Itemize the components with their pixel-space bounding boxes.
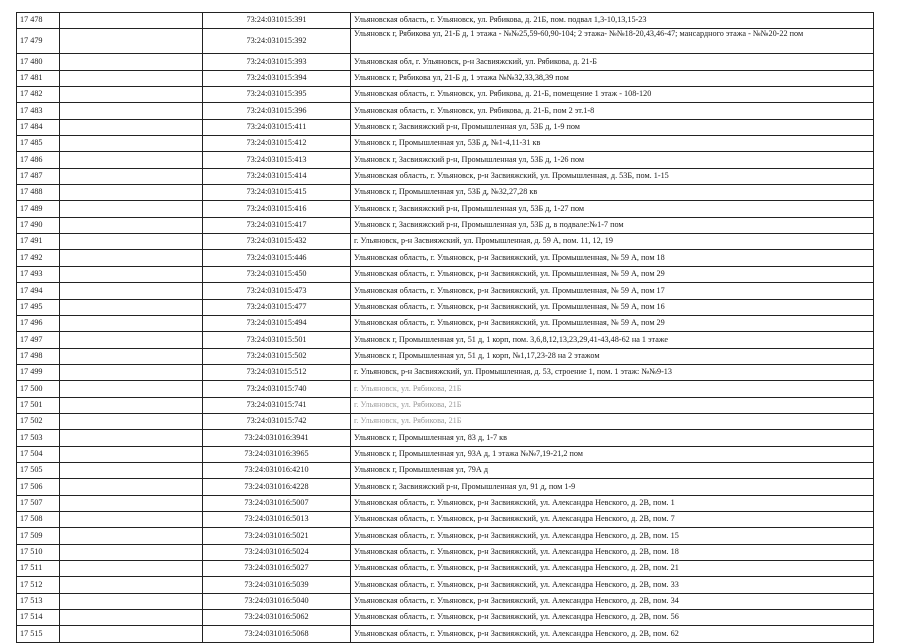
table-row xyxy=(17,29,874,54)
table-row xyxy=(17,332,874,348)
cadastral-number-cell: 73:24:031016:3965 xyxy=(203,446,351,462)
empty-cell xyxy=(60,234,203,250)
cadastral-number-cell: 73:24:031015:502 xyxy=(203,348,351,364)
row-number-cell: 17 493 xyxy=(17,266,60,282)
address-cell: Ульяновская область, г. Ульяновск, р-н Засвияжский, ул. Александра Невского, д. 2В, пом. 15 xyxy=(351,528,874,544)
address-cell: Ульяновская область, г. Ульяновск, р-н Засвияжский, ул. Промышленная, № 59 А, пом 29 xyxy=(351,266,874,282)
table-row xyxy=(17,446,874,462)
table-row xyxy=(17,577,874,593)
table-row xyxy=(17,13,874,29)
table-row xyxy=(17,348,874,364)
cadastral-number-cell: 73:24:031015:417 xyxy=(203,217,351,233)
table-row xyxy=(17,119,874,135)
table-row xyxy=(17,185,874,201)
table-row xyxy=(17,364,874,380)
row-number-cell: 17 481 xyxy=(17,70,60,86)
cadastral-number-cell: 73:24:031015:446 xyxy=(203,250,351,266)
empty-cell xyxy=(60,561,203,577)
table-row xyxy=(17,299,874,315)
cadastral-number-cell: 73:24:031015:396 xyxy=(203,103,351,119)
row-number-cell: 17 480 xyxy=(17,54,60,70)
address-cell: Ульяновская область, г. Ульяновск, р-н Засвияжский, ул. Промышленная, № 59 А, пом 29 xyxy=(351,315,874,331)
table-row xyxy=(17,381,874,397)
empty-cell xyxy=(60,201,203,217)
cadastral-number-cell: 73:24:031016:5062 xyxy=(203,610,351,626)
empty-cell xyxy=(60,136,203,152)
cadastral-number-cell: 73:24:031015:391 xyxy=(203,13,351,29)
address-cell: Ульяновск г, Промышленная ул, 93А д, 1 этажа №№7,19-21,2 пом xyxy=(351,446,874,462)
table-row xyxy=(17,528,874,544)
row-number-cell: 17 506 xyxy=(17,479,60,495)
table-row xyxy=(17,217,874,233)
empty-cell xyxy=(60,13,203,29)
cadastral-number-cell: 73:24:031015:740 xyxy=(203,381,351,397)
table-row xyxy=(17,430,874,446)
address-cell: г. Ульяновск, ул. Рябикова, 21Б xyxy=(351,397,874,413)
table-row xyxy=(17,250,874,266)
cadastral-number-cell: 73:24:031015:501 xyxy=(203,332,351,348)
cadastral-number-cell: 73:24:031015:512 xyxy=(203,364,351,380)
row-number-cell: 17 502 xyxy=(17,413,60,429)
row-number-cell: 17 501 xyxy=(17,397,60,413)
address-cell: Ульяновск г, Промышленная ул, 83 д, 1-7 кв xyxy=(351,430,874,446)
address-cell: Ульяновск г, Засвияжский р-н, Промышленная ул, 53Б д, 1-9 пом xyxy=(351,119,874,135)
cadastral-number-cell: 73:24:031015:432 xyxy=(203,234,351,250)
address-cell: Ульяновская область, г. Ульяновск, ул. Рябикова, д. 21-Б, пом 2 эт.1-8 xyxy=(351,103,874,119)
table-row xyxy=(17,168,874,184)
registry-table-body xyxy=(17,13,874,643)
empty-cell xyxy=(60,446,203,462)
empty-cell xyxy=(60,610,203,626)
address-cell: Ульяновск г, Промышленная ул, 53Б д, №32,27,28 кв xyxy=(351,185,874,201)
cadastral-number-cell: 73:24:031015:473 xyxy=(203,283,351,299)
row-number-cell: 17 482 xyxy=(17,87,60,103)
row-number-cell: 17 483 xyxy=(17,103,60,119)
table-row xyxy=(17,54,874,70)
empty-cell xyxy=(60,299,203,315)
empty-cell xyxy=(60,54,203,70)
table-row xyxy=(17,152,874,168)
cadastral-number-cell: 73:24:031015:742 xyxy=(203,413,351,429)
cadastral-number-cell: 73:24:031015:477 xyxy=(203,299,351,315)
row-number-cell: 17 497 xyxy=(17,332,60,348)
cadastral-number-cell: 73:24:031015:412 xyxy=(203,136,351,152)
address-cell: Ульяновск г, Рябикова ул, 21-Б д, 1 этажа - №№25,59-60,90-104; 2 этажа- №№18-20,43,46-47; мансардного этажа - №№20-22 пом xyxy=(351,29,874,54)
table-row xyxy=(17,70,874,86)
empty-cell xyxy=(60,119,203,135)
row-number-cell: 17 511 xyxy=(17,561,60,577)
address-cell: Ульяновск г, Засвияжский р-н, Промышленная ул, 53Б д, 1-27 пом xyxy=(351,201,874,217)
row-number-cell: 17 491 xyxy=(17,234,60,250)
row-number-cell: 17 513 xyxy=(17,593,60,609)
table-row xyxy=(17,462,874,478)
cadastral-number-cell: 73:24:031016:3941 xyxy=(203,430,351,446)
row-number-cell: 17 492 xyxy=(17,250,60,266)
row-number-cell: 17 505 xyxy=(17,462,60,478)
address-cell: Ульяновск г, Рябикова ул, 21-Б д, 1 этажа №№32,33,38,39 пом xyxy=(351,70,874,86)
cadastral-number-cell: 73:24:031015:392 xyxy=(203,29,351,54)
row-number-cell: 17 490 xyxy=(17,217,60,233)
address-cell: Ульяновск г, Промышленная ул, 51 д, 1 корп, пом. 3,6,8,12,13,23,29,41-43,48-62 на 1 этаже xyxy=(351,332,874,348)
cadastral-number-cell: 73:24:031015:413 xyxy=(203,152,351,168)
row-number-cell: 17 495 xyxy=(17,299,60,315)
address-cell: Ульяновск г, Промышленная ул, 53Б д, №1-4,11-31 кв xyxy=(351,136,874,152)
table-row xyxy=(17,315,874,331)
cadastral-number-cell: 73:24:031016:5039 xyxy=(203,577,351,593)
address-cell: Ульяновск г, Промышленная ул, 79А д xyxy=(351,462,874,478)
table-row xyxy=(17,561,874,577)
cadastral-number-cell: 73:24:031016:5024 xyxy=(203,544,351,560)
registry-table xyxy=(16,12,874,643)
address-cell: Ульяновская область, г. Ульяновск, р-н Засвияжский, ул. Александра Невского, д. 2В, пом. 56 xyxy=(351,610,874,626)
address-cell: г. Ульяновск, р-н Засвияжский, ул. Промышленная, д. 59 А, пом. 11, 12, 19 xyxy=(351,234,874,250)
empty-cell xyxy=(60,103,203,119)
cadastral-number-cell: 73:24:031015:393 xyxy=(203,54,351,70)
address-cell: Ульяновская область, г. Ульяновск, р-н Засвияжский, ул. Александра Невского, д. 2В, пом. 33 xyxy=(351,577,874,593)
row-number-cell: 17 485 xyxy=(17,136,60,152)
address-cell: Ульяновская область, г. Ульяновск, р-н Засвияжский, ул. Промышленная, № 59 А, пом 17 xyxy=(351,283,874,299)
table-row xyxy=(17,479,874,495)
table-row xyxy=(17,593,874,609)
empty-cell xyxy=(60,185,203,201)
row-number-cell: 17 509 xyxy=(17,528,60,544)
empty-cell xyxy=(60,430,203,446)
cadastral-number-cell: 73:24:031016:5027 xyxy=(203,561,351,577)
cadastral-number-cell: 73:24:031016:4228 xyxy=(203,479,351,495)
row-number-cell: 17 514 xyxy=(17,610,60,626)
cadastral-number-cell: 73:24:031016:5021 xyxy=(203,528,351,544)
address-cell: Ульяновская обл, г. Ульяновск, р-н Засвияжский, ул. Рябикова, д. 21-Б xyxy=(351,54,874,70)
row-number-cell: 17 486 xyxy=(17,152,60,168)
empty-cell xyxy=(60,479,203,495)
empty-cell xyxy=(60,544,203,560)
address-cell: Ульяновская область, г. Ульяновск, р-н Засвияжский, ул. Промышленная, д. 53Б, пом. 1-15 xyxy=(351,168,874,184)
cadastral-number-cell: 73:24:031016:5007 xyxy=(203,495,351,511)
address-cell: Ульяновская область, г. Ульяновск, р-н Засвияжский, ул. Александра Невского, д. 2В, пом. 62 xyxy=(351,626,874,642)
address-cell: Ульяновская область, г. Ульяновск, р-н Засвияжский, ул. Промышленная, № 59 А, пом 16 xyxy=(351,299,874,315)
row-number-cell: 17 510 xyxy=(17,544,60,560)
row-number-cell: 17 488 xyxy=(17,185,60,201)
table-row xyxy=(17,397,874,413)
address-cell: Ульяновская область, г. Ульяновск, р-н Засвияжский, ул. Александра Невского, д. 2В, пом. 1 xyxy=(351,495,874,511)
empty-cell xyxy=(60,217,203,233)
cadastral-number-cell: 73:24:031015:416 xyxy=(203,201,351,217)
empty-cell xyxy=(60,462,203,478)
table-row xyxy=(17,136,874,152)
table-row xyxy=(17,610,874,626)
table-row xyxy=(17,201,874,217)
table-row xyxy=(17,103,874,119)
empty-cell xyxy=(60,413,203,429)
row-number-cell: 17 508 xyxy=(17,511,60,527)
row-number-cell: 17 489 xyxy=(17,201,60,217)
address-cell: Ульяновская область, г. Ульяновск, ул. Рябикова, д. 21Б, пом. подвал 1,3-10,13,15-23 xyxy=(351,13,874,29)
cadastral-number-cell: 73:24:031015:494 xyxy=(203,315,351,331)
address-cell: Ульяновская область, г. Ульяновск, р-н Засвияжский, ул. Александра Невского, д. 2В, пом. 34 xyxy=(351,593,874,609)
address-cell: Ульяновская область, г. Ульяновск, р-н Засвияжский, ул. Александра Невского, д. 2В, пом. 21 xyxy=(351,561,874,577)
address-cell: г. Ульяновск, ул. Рябикова, 21Б xyxy=(351,381,874,397)
cadastral-number-cell: 73:24:031016:5068 xyxy=(203,626,351,642)
cadastral-number-cell: 73:24:031015:415 xyxy=(203,185,351,201)
address-cell: Ульяновск г, Засвияжский р-н, Промышленная ул, 53Б д, в подвале:№1-7 пом xyxy=(351,217,874,233)
empty-cell xyxy=(60,397,203,413)
row-number-cell: 17 503 xyxy=(17,430,60,446)
table-row xyxy=(17,511,874,527)
empty-cell xyxy=(60,495,203,511)
table-row xyxy=(17,266,874,282)
address-cell: Ульяновская область, г. Ульяновск, ул. Рябикова, д. 21-Б, помещение 1 этаж - 108-120 xyxy=(351,87,874,103)
row-number-cell: 17 484 xyxy=(17,119,60,135)
row-number-cell: 17 479 xyxy=(17,29,60,54)
address-cell: Ульяновская область, г. Ульяновск, р-н Засвияжский, ул. Александра Невского, д. 2В, пом. 7 xyxy=(351,511,874,527)
empty-cell xyxy=(60,315,203,331)
row-number-cell: 17 494 xyxy=(17,283,60,299)
empty-cell xyxy=(60,332,203,348)
address-cell: Ульяновск г, Промышленная ул, 51 д, 1 корп, №1,17,23-28 на 2 этажом xyxy=(351,348,874,364)
cadastral-number-cell: 73:24:031016:5013 xyxy=(203,511,351,527)
table-row xyxy=(17,234,874,250)
empty-cell xyxy=(60,266,203,282)
address-cell: г. Ульяновск, р-н Засвияжский, ул. Промышленная, д. 53, строение 1, пом. 1 этаж: №№9-13 xyxy=(351,364,874,380)
empty-cell xyxy=(60,577,203,593)
empty-cell xyxy=(60,381,203,397)
address-cell: Ульяновск г, Засвияжский р-н, Промышленная ул, 91 д, пом 1-9 xyxy=(351,479,874,495)
cadastral-number-cell: 73:24:031015:450 xyxy=(203,266,351,282)
row-number-cell: 17 496 xyxy=(17,315,60,331)
row-number-cell: 17 499 xyxy=(17,364,60,380)
row-number-cell: 17 478 xyxy=(17,13,60,29)
empty-cell xyxy=(60,528,203,544)
cadastral-number-cell: 73:24:031016:4210 xyxy=(203,462,351,478)
table-row xyxy=(17,544,874,560)
address-cell: Ульяновск г, Засвияжский р-н, Промышленная ул, 53Б д, 1-26 пом xyxy=(351,152,874,168)
cadastral-number-cell: 73:24:031016:5040 xyxy=(203,593,351,609)
row-number-cell: 17 498 xyxy=(17,348,60,364)
table-row xyxy=(17,495,874,511)
address-cell: г. Ульяновск, ул. Рябикова, 21Б xyxy=(351,413,874,429)
cadastral-number-cell: 73:24:031015:394 xyxy=(203,70,351,86)
empty-cell xyxy=(60,152,203,168)
empty-cell xyxy=(60,250,203,266)
cadastral-number-cell: 73:24:031015:395 xyxy=(203,87,351,103)
row-number-cell: 17 515 xyxy=(17,626,60,642)
address-cell: Ульяновская область, г. Ульяновск, р-н Засвияжский, ул. Александра Невского, д. 2В, пом. 18 xyxy=(351,544,874,560)
cadastral-number-cell: 73:24:031015:741 xyxy=(203,397,351,413)
table-row xyxy=(17,413,874,429)
address-cell: Ульяновская область, г. Ульяновск, р-н Засвияжский, ул. Промышленная, № 59 А, пом 18 xyxy=(351,250,874,266)
empty-cell xyxy=(60,364,203,380)
table-row xyxy=(17,87,874,103)
empty-cell xyxy=(60,348,203,364)
row-number-cell: 17 512 xyxy=(17,577,60,593)
row-number-cell: 17 504 xyxy=(17,446,60,462)
row-number-cell: 17 500 xyxy=(17,381,60,397)
empty-cell xyxy=(60,593,203,609)
empty-cell xyxy=(60,511,203,527)
empty-cell xyxy=(60,87,203,103)
row-number-cell: 17 507 xyxy=(17,495,60,511)
cadastral-number-cell: 73:24:031015:414 xyxy=(203,168,351,184)
empty-cell xyxy=(60,168,203,184)
table-row xyxy=(17,283,874,299)
row-number-cell: 17 487 xyxy=(17,168,60,184)
empty-cell xyxy=(60,29,203,54)
empty-cell xyxy=(60,283,203,299)
cadastral-number-cell: 73:24:031015:411 xyxy=(203,119,351,135)
empty-cell xyxy=(60,70,203,86)
